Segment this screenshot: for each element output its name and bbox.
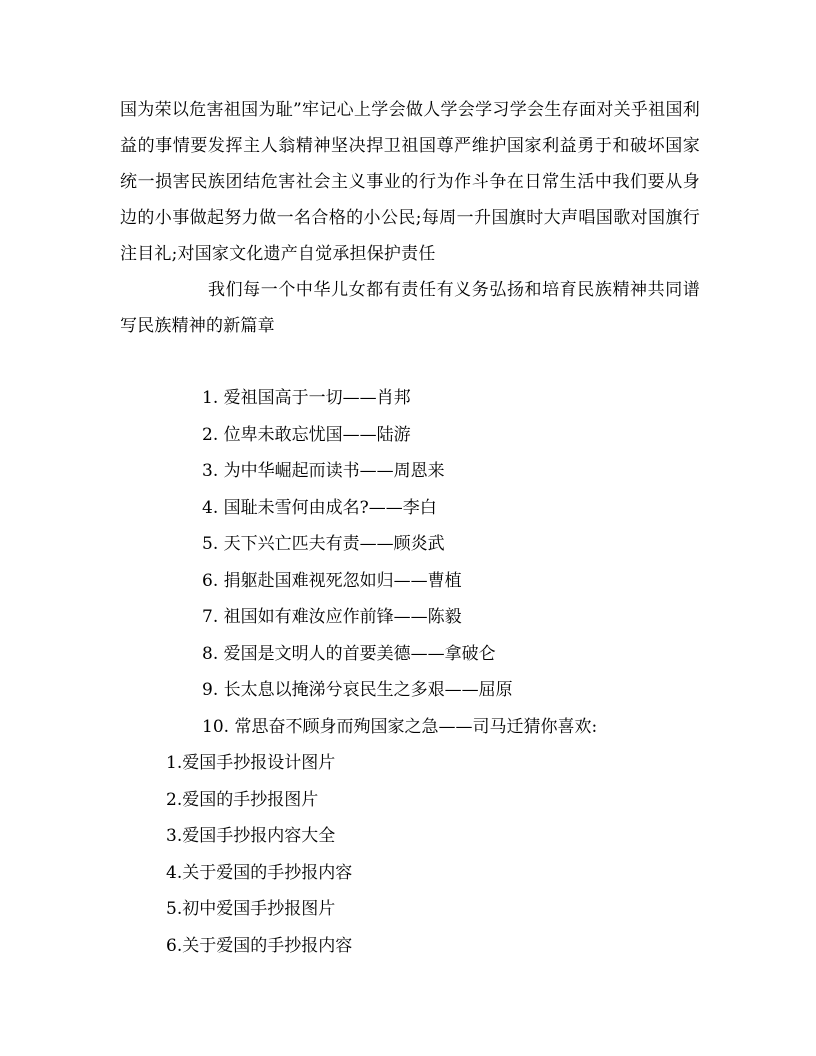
quote-item: 9. 长太息以掩涕兮哀民生之多艰——屈原 (202, 680, 513, 700)
quote-item: 1. 爱祖国高于一切——肖邦 (202, 388, 411, 408)
quote-item: 3. 为中华崛起而读书——周恩来 (202, 461, 445, 481)
quote-item: 7. 祖国如有难汝应作前锋——陈毅 (202, 607, 462, 627)
related-article-link[interactable]: 2.爱国的手抄报图片 (166, 789, 319, 810)
quote-item: 4. 国耻未雪何由成名?——李白 (202, 497, 437, 518)
related-article-link[interactable]: 4.关于爱国的手抄报内容 (166, 862, 353, 883)
quote-item: 5. 天下兴亡匹夫有责——顾炎武 (202, 534, 445, 554)
quote-item: 8. 爱国是文明人的首要美德——拿破仑 (202, 643, 496, 664)
related-article-link[interactable]: 6.关于爱国的手抄报内容 (166, 935, 353, 956)
quote-item: 10. 常思奋不顾身而殉国家之急——司马迁猜你喜欢: (202, 716, 598, 737)
related-articles-list (166, 745, 686, 964)
body-text (120, 92, 700, 344)
quote-item: 6. 捐躯赴国难视死忽如归——曹植 (202, 570, 462, 591)
related-article-link[interactable]: 5.初中爱国手抄报图片 (166, 899, 336, 919)
paragraph-national-spirit: 我们每一个中华儿女都有责任有义务弘扬和培育民族精神共同谱写民族精神的新篇章 (120, 280, 700, 336)
patriotic-quotes-list (202, 380, 722, 745)
related-article-link[interactable]: 3.爱国手抄报内容大全 (166, 826, 336, 846)
quote-item: 2. 位卑未敢忘忧国——陆游 (202, 424, 411, 445)
paragraph-patriotism-duty: 国为荣以危害祖国为耻”牢记心上学会做人学会学习学会生存面对关乎祖国利益的事情要发挥主人翁精神坚决捍卫祖国尊严维护国家利益勇于和破坏国家统一损害民族团结危害社会主义事业的行为作斗争在日常生活中我们要从身边的小事做起努力做一名合格的小公民;每周一升国旗时大声唱国歌对国旗行注目礼;对国家文化遗产自觉承担保护责任 (120, 100, 700, 264)
related-article-link[interactable]: 1.爱国手抄报设计图片 (166, 753, 336, 773)
